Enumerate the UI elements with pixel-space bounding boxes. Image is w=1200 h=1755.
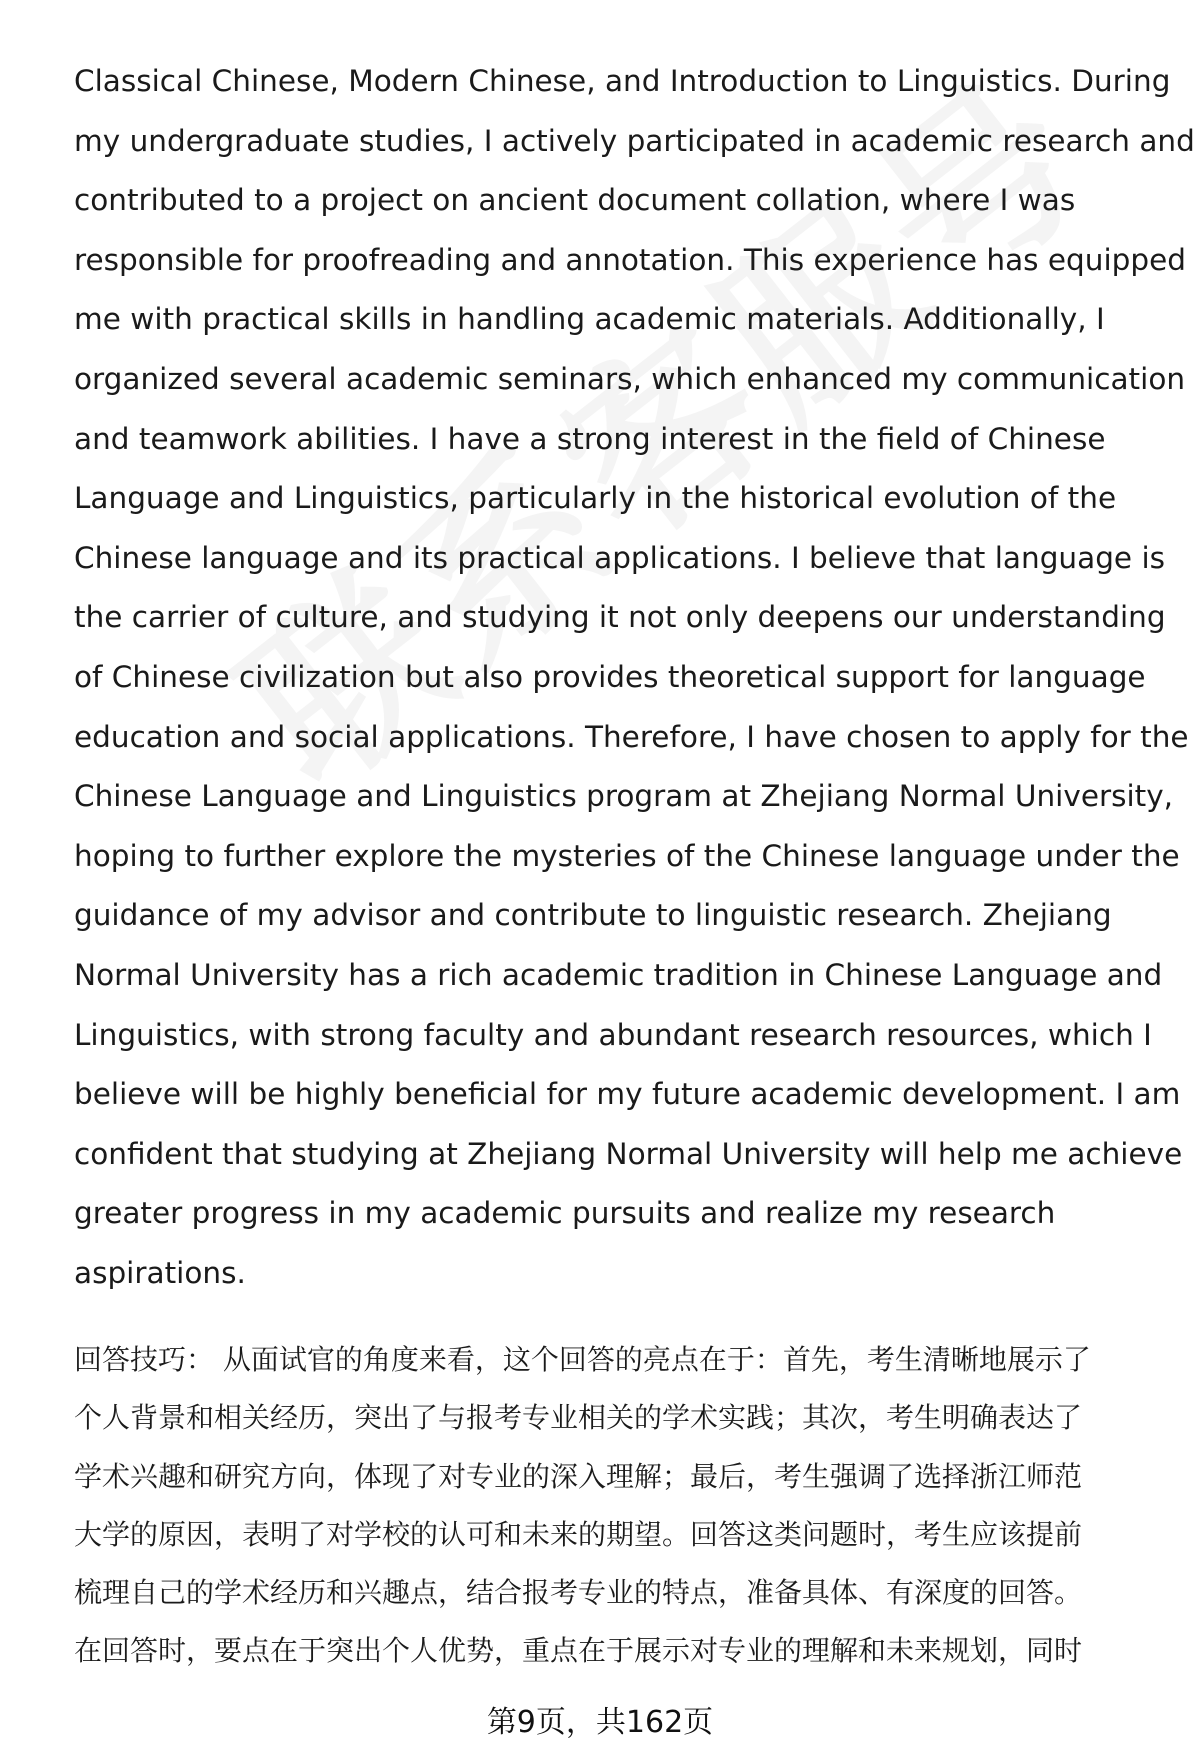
tip-line: 在回答时，要点在于突出个人优势，重点在于展示对专业的理解和未来规划，同时 bbox=[74, 1634, 1083, 1668]
tip-line: 大学的原因，表明了对学校的认可和未来的期望。回答这类问题时，考生应该提前 bbox=[74, 1517, 1083, 1551]
essay-line: confident that studying at Zhejiang Normal University will help me achieve bbox=[74, 1136, 1183, 1171]
essay-line: Classical Chinese, Modern Chinese, and Introduction to Linguistics. During bbox=[74, 64, 1171, 98]
answer-tip-paragraph bbox=[74, 1331, 1164, 1681]
essay-line: responsible for proofreading and annotation. This experience has equipped bbox=[74, 242, 1186, 277]
essay-line: contributed to a project on ancient document collation, where I was bbox=[74, 183, 1076, 218]
tip-line: 回答技巧： 从面试官的角度来看，这个回答的亮点在于：首先，考生清晰地展示了 bbox=[74, 1343, 1091, 1376]
essay-line: Language and Linguistics, particularly in the historical evolution of the bbox=[74, 481, 1117, 516]
essay-line: me with practical skills in handling academic materials. Additionally, I bbox=[74, 302, 1105, 337]
essay-line: the carrier of culture, and studying it not only deepens our understanding bbox=[74, 600, 1166, 635]
essay-line: greater progress in my academic pursuits and realize my research bbox=[74, 1196, 1056, 1231]
essay-line: believe will be highly beneficial for my future academic development. I am bbox=[74, 1077, 1181, 1112]
essay-line: hoping to further explore the mysteries of the Chinese language under the bbox=[74, 838, 1180, 873]
essay-line: of Chinese civilization but also provides theoretical support for language bbox=[74, 659, 1146, 694]
essay-line: education and social applications. Therefore, I have chosen to apply for the bbox=[74, 719, 1189, 754]
essay-line: my undergraduate studies, I actively participated in academic research and bbox=[74, 123, 1195, 158]
page-number: 第9页，共162页 bbox=[486, 1705, 714, 1740]
essay-line: Linguistics, with strong faculty and abundant research resources, which I bbox=[74, 1017, 1152, 1052]
essay-line: Chinese Language and Linguistics program at Zhejiang Normal University, bbox=[74, 779, 1174, 814]
tip-line: 梳理自己的学术经历和兴趣点，结合报考专业的特点，准备具体、有深度的回答。 bbox=[74, 1576, 1083, 1610]
essay-line: Chinese language and its practical applications. I believe that language is bbox=[74, 540, 1166, 575]
essay-line: aspirations. bbox=[74, 1255, 246, 1290]
essay-line: guidance of my advisor and contribute to linguistic research. Zhejiang bbox=[74, 898, 1112, 933]
tip-line: 个人背景和相关经历，突出了与报考专业相关的学术实践；其次，考生明确表达了 bbox=[74, 1401, 1083, 1435]
tip-line: 学术兴趣和研究方向，体现了对专业的深入理解；最后，考生强调了选择浙江师范 bbox=[74, 1459, 1083, 1493]
essay-paragraph bbox=[74, 52, 1195, 1303]
essay-line: organized several academic seminars, which enhanced my communication bbox=[74, 361, 1186, 396]
essay-line: and teamwork abilities. I have a strong interest in the field of Chinese bbox=[74, 421, 1106, 456]
essay-line: Normal University has a rich academic tradition in Chinese Language and bbox=[74, 957, 1163, 992]
